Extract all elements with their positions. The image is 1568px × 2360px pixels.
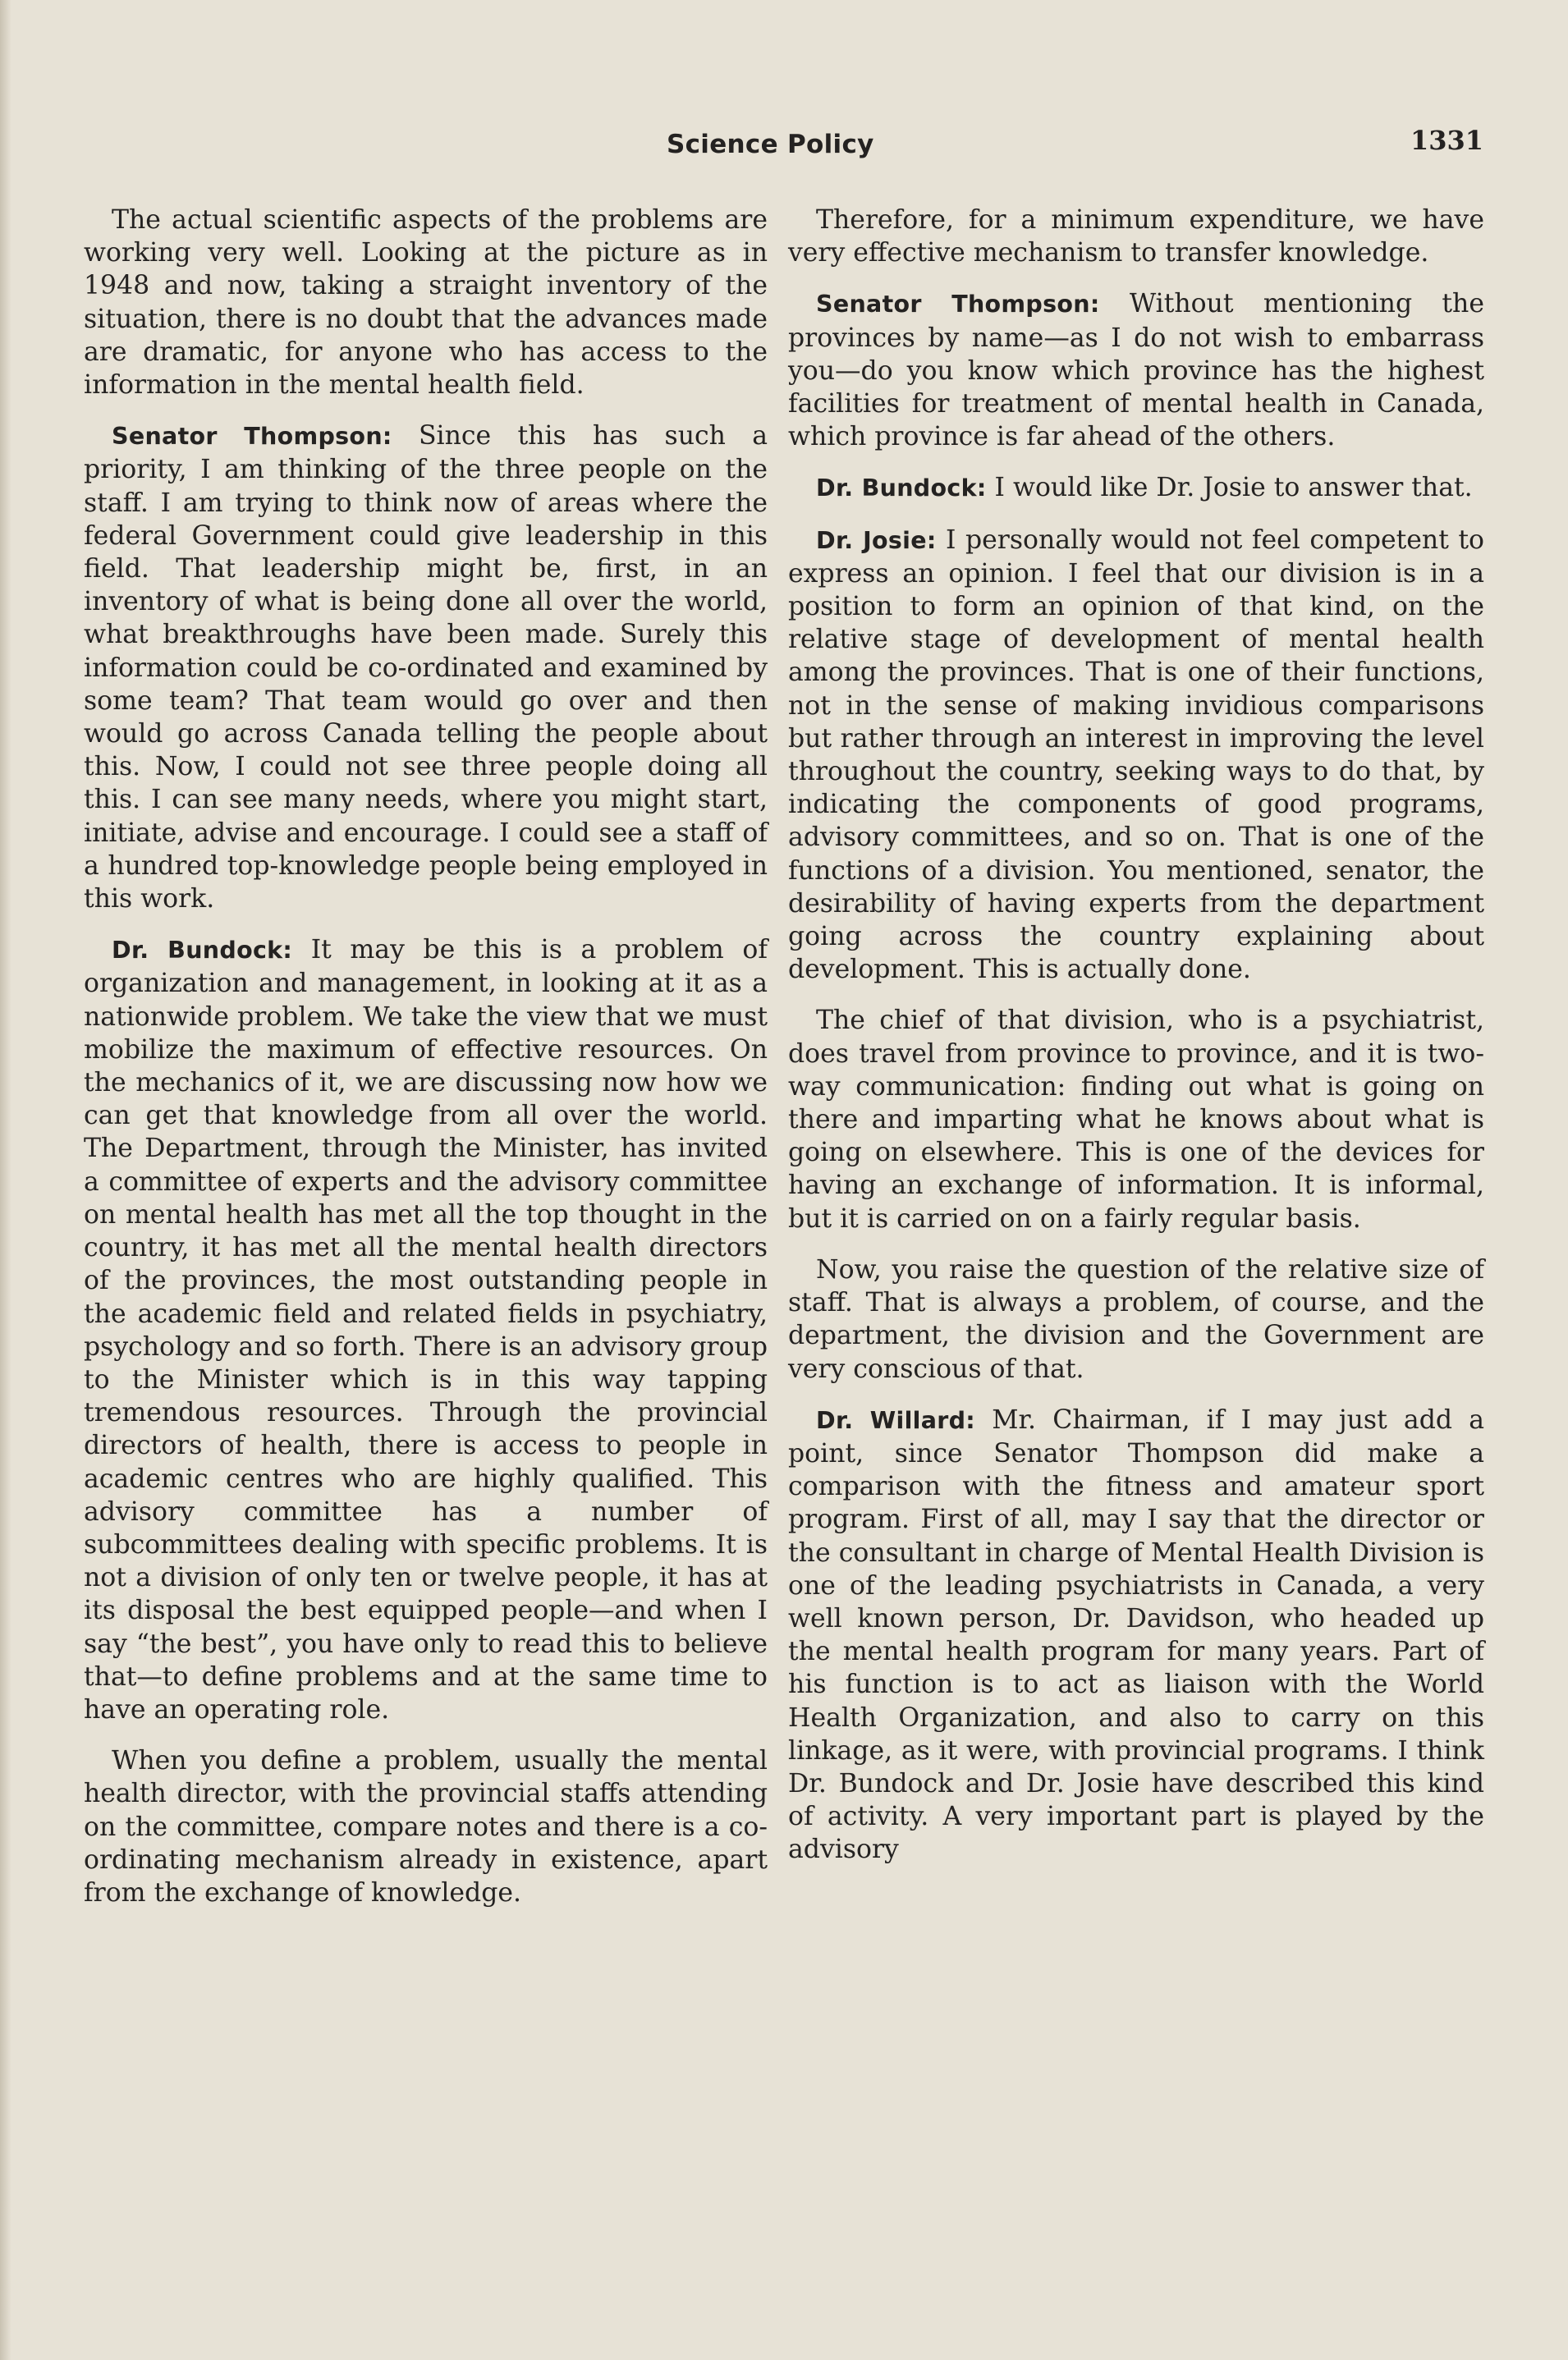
paragraph-text: I personally would not feel competent to express an opinion. I feel that our division is in a position to form an opinion of that kind, on the relative stage of development of mental health among the provinces. That is one of their functions, not in the sense of making invidious comparisons but rather through an interest in improving the level throughout the country, seeking ways to do that, by indicating the components of good programs, advisory committees, and so on. That is one of the functions of a division. You mentioned, senator, the desirability of having experts from the department going across the country explaining about development. This is actually done. bbox=[788, 525, 1484, 985]
right-column bbox=[788, 204, 1484, 1885]
page-header bbox=[0, 123, 1568, 172]
paragraph bbox=[788, 1404, 1484, 1867]
paragraph-text: When you define a problem, usually the mental health director, with the provincial staffs attending on the committee, compare notes and there is a co-ordinating mechanism already in existence, apart from the exchange of knowledge. bbox=[84, 1746, 768, 1908]
paragraph-text: Now, you raise the question of the relative size of staff. That is always a problem, of course, and the department, the division and the Government are very conscious of that. bbox=[788, 1254, 1484, 1384]
running-title: Science Policy bbox=[667, 130, 874, 159]
paragraph-text: Therefore, for a minimum expenditure, we have very effective mechanism to transfer knowledge. bbox=[788, 205, 1484, 268]
paragraph bbox=[788, 1253, 1484, 1386]
paragraph bbox=[84, 419, 768, 915]
speaker-name: Dr. Josie: bbox=[816, 526, 937, 554]
paragraph bbox=[788, 204, 1484, 269]
left-column bbox=[84, 204, 768, 1927]
speaker-name: Dr. Bundock: bbox=[112, 937, 293, 965]
speaker-name: Dr. Bundock: bbox=[816, 474, 987, 502]
paragraph-text: Mr. Chairman, if I may just add a point, since Senator Thompson did make a comparison with the fitness and amateur sport program. First of all, may I say that the director or the consultant in charge of Mental Health Division is one of the leading psychiatrists in Canada, a very well known person, Dr. Davidson, who headed up the mental health program for many years. Part of his function is to act as liaison with the World Health Organization, and also to carry on this linkage, as it were, with provincial programs. I think Dr. Bundock and Dr. Josie have described this kind of activity. A very important part is played by the advisory bbox=[788, 1405, 1484, 1865]
paragraph bbox=[84, 933, 768, 1726]
paragraph bbox=[788, 524, 1484, 987]
paragraph bbox=[788, 1004, 1484, 1235]
page-number: 1331 bbox=[1410, 125, 1484, 156]
paragraph-text: Without mentioning the provinces by name—as I do not wish to embarrass you—do you know which province has the highest facilities for treatment of mental health in Canada, which province is far ahead of the others. bbox=[788, 289, 1484, 452]
paragraph-text: I would like Dr. Josie to answer that. bbox=[994, 473, 1473, 503]
speaker-name: Dr. Willard: bbox=[816, 1406, 975, 1434]
paragraph bbox=[788, 287, 1484, 453]
paragraph-text: Since this has such a priority, I am thinking of the three people on the staff. I am trying to think now of areas where the federal Government could give leadership in this field. That leadership might be, first, in an inventory of what is being done all over the world, what breakthroughs have been made. Surely this information could be co-ordinated and examined by some team? That team would go over and then would go across Canada telling the people about this. Now, I could not see three people doing all this. I can see many needs, where you might start, initiate, advise and encourage. I could see a staff of a hundred top-knowledge people being employed in this work. bbox=[84, 421, 768, 914]
paragraph bbox=[788, 471, 1484, 505]
paper-edge bbox=[0, 0, 11, 2360]
speaker-name: Senator Thompson: bbox=[112, 423, 392, 451]
paragraph-text: The actual scientific aspects of the problems are working very well. Looking at the picture as in 1948 and now, taking a straight inventory of the situation, there is no doubt that the advances made are dramatic, for anyone who has access to the information in the mental health field. bbox=[84, 205, 768, 401]
paragraph-text: It may be this is a problem of organization and management, in looking at it as a nationwide problem. We take the view that we must mobilize the maximum of effective resources. On the mechanics of it, we are discussing now how we can get that knowledge from all over the world. The Department, through the Minister, has invited a committee of experts and the advisory committee on mental health has met all the top thought in the country, it has met all the mental health directors of the provinces, the most outstanding people in the academic field and related fields in psychiatry, psychology and so forth. There is an advisory group to the Minister which is in this way tapping tremendous resources. Through the provincial directors of health, there is access to people in academic centres who are highly qualified. This advisory committee has a number of subcommittees dealing with specific problems. It is not a division of only ten or twelve people, it has at its disposal the best equipped people—and when I say “the best”, you have only to read this to believe that—to define problems and at the same time to have an operating role. bbox=[84, 935, 768, 1725]
paragraph-text: The chief of that division, who is a psychiatrist, does travel from province to province, and it is two-way communication: finding out what is going on there and imparting what he knows about what is going on elsewhere. This is one of the devices for having an exchange of information. It is informal, but it is carried on on a fairly regular basis. bbox=[788, 1006, 1484, 1234]
speaker-name: Senator Thompson: bbox=[816, 291, 1100, 318]
paragraph bbox=[84, 204, 768, 401]
paragraph bbox=[84, 1744, 768, 1909]
